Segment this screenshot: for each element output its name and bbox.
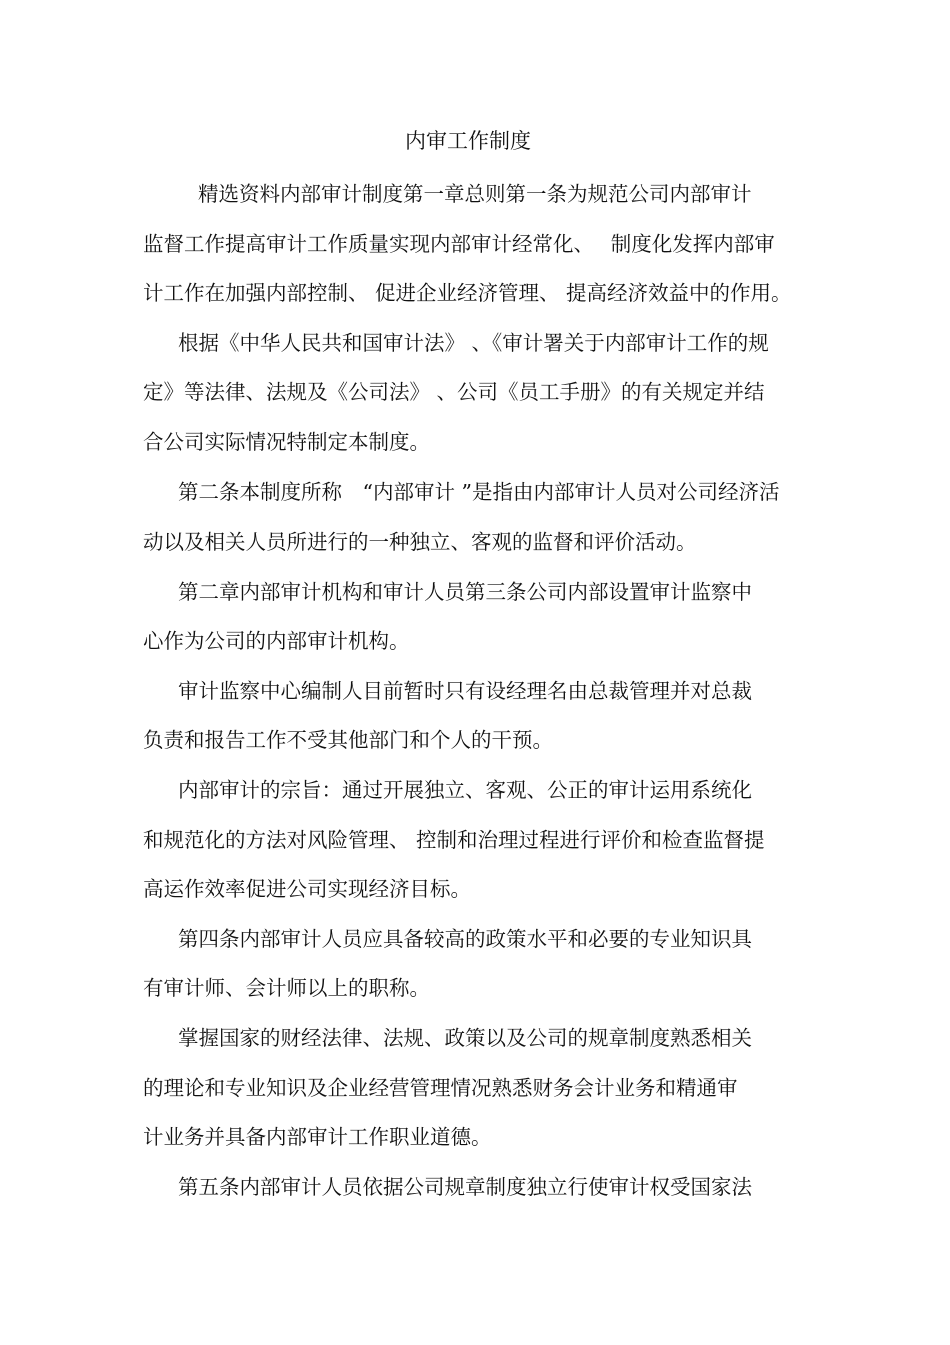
- paragraph-line: 第四条内部审计人员应具备较高的政策水平和必要的专业知识具: [178, 927, 752, 951]
- paragraph-line: 审计监察中心编制人目前暂时只有设经理名由总裁管理并对总裁: [178, 679, 752, 703]
- paragraph-line: 合公司实际情况特制定本制度。: [143, 430, 430, 454]
- paragraph-line: 监督工作提高审计工作质量实现内部审计经常化、 制度化发挥内部审: [143, 232, 775, 256]
- paragraph-line: 高运作效率促进公司实现经济目标。: [143, 877, 471, 901]
- paragraph-line: 根据《中华人民共和国审计法》 、《审计署关于内部审计工作的规: [178, 331, 769, 355]
- paragraph-line: 第五条内部审计人员依据公司规章制度独立行使审计权受国家法: [178, 1175, 752, 1199]
- document-title: 内审工作制度: [405, 129, 531, 153]
- paragraph-line: 计业务并具备内部审计工作职业道德。: [143, 1125, 492, 1149]
- paragraph-line: 的理论和专业知识及企业经营管理情况熟悉财务会计业务和精通审: [143, 1076, 738, 1100]
- paragraph-line: 有审计师、会计师以上的职称。: [143, 976, 430, 1000]
- paragraph-line: 和规范化的方法对风险管理、 控制和治理过程进行评价和检查监督提: [143, 828, 765, 852]
- paragraph-line: 第二章内部审计机构和审计人员第三条公司内部设置审计监察中: [178, 580, 752, 604]
- paragraph-line: 负责和报告工作不受其他部门和个人的干预。: [143, 728, 553, 752]
- paragraph-line: 定》等法律、法规及《公司法》 、公司《员工手册》的有关规定并结: [143, 380, 765, 404]
- paragraph-line: 掌握国家的财经法律、法规、政策以及公司的规章制度熟悉相关: [178, 1026, 752, 1050]
- paragraph-line: 内部审计的宗旨：通过开展独立、客观、公正的审计运用系统化: [178, 778, 752, 802]
- paragraph-line: 心作为公司的内部审计机构。: [143, 629, 410, 653]
- paragraph-line: 动以及相关人员所进行的一种独立、客观的监督和评价活动。: [143, 530, 697, 554]
- paragraph-line: 计工作在加强内部控制、 促进企业经济管理、 提高经济效益中的作用。: [143, 281, 792, 305]
- paragraph-line: 精选资料内部审计制度第一章总则第一条为规范公司内部审计: [198, 182, 752, 206]
- paragraph-line: 第二条本制度所称 “内部审计 ”是指由内部审计人员对公司经济活: [178, 480, 780, 504]
